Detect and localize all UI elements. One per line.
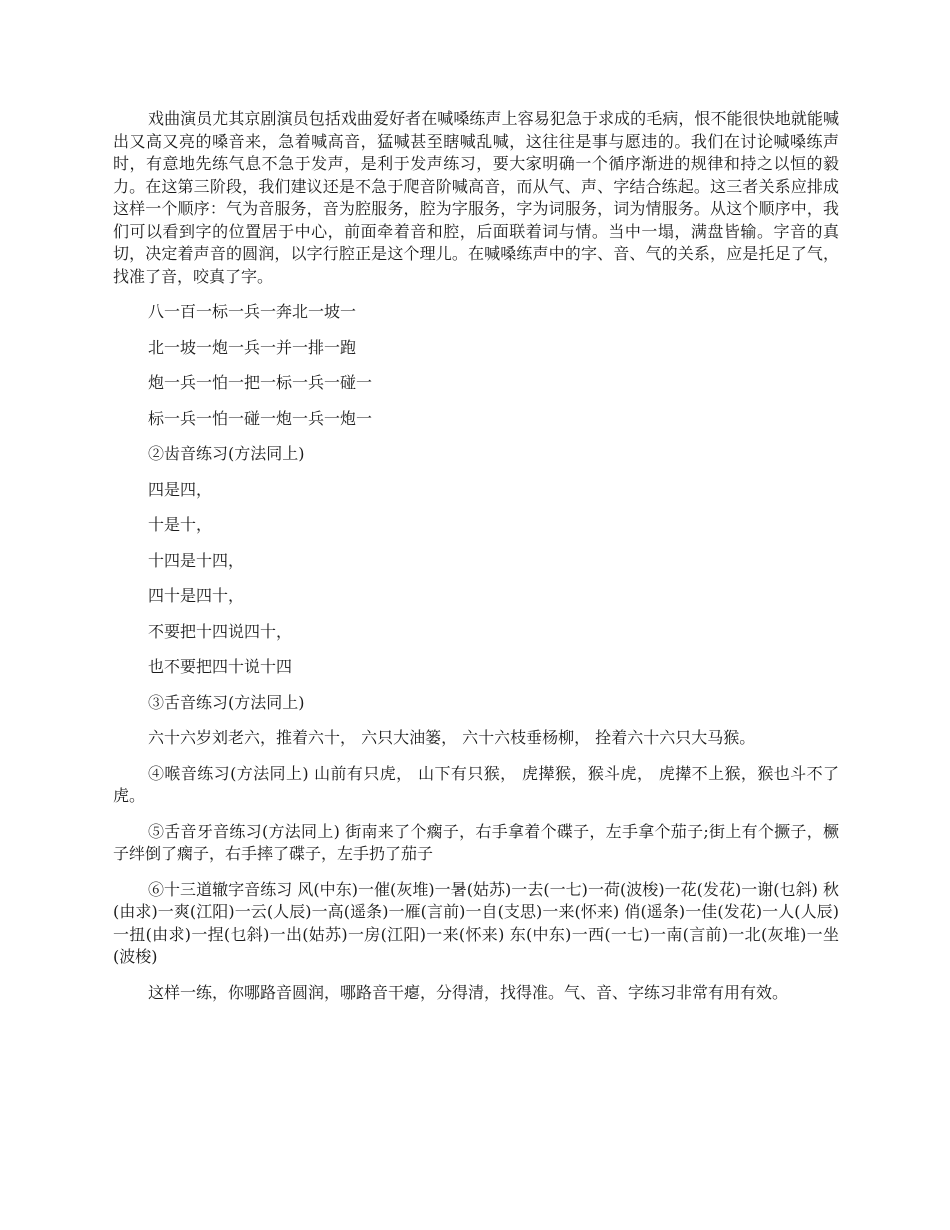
- tongue-twister-line: 十四是十四，: [148, 550, 245, 570]
- document-body: [113, 108, 839, 1017]
- drill-line-3: 炮一兵一怕一把一标一兵一碰一: [148, 373, 373, 392]
- drill-line-1: 八一百一标一兵一奔北一坡一: [148, 302, 357, 321]
- tongue-sound-paragraph: 六十六岁刘老六，推着六十， 六只大油篓， 六十六枝垂杨柳， 拴着六十六只大马猴。: [148, 728, 756, 747]
- drill-line-2: 北一坡一炮一兵一并一排一跑: [148, 337, 357, 357]
- throat-sound-paragraph: ④喉音练习(方法同上) 山前有只虎， 山下有只猴， 虎撵猴，猴斗虎， 虎撵不上猴，猴也斗不了虎。: [113, 763, 839, 805]
- tongue-twister-line: 十是十，: [148, 515, 213, 534]
- tongue-twister-line: 四是四，: [148, 479, 213, 499]
- drill-line-4: 标一兵一怕一碰一炮一兵一炮一: [148, 408, 373, 428]
- conclusion-paragraph: 这样一练，你哪路音圆润，哪路音干瘪，分得清，找得准。气、音、字练习非常有用有效。: [148, 982, 789, 1002]
- tongue-twister-line: 四十是四十，: [148, 586, 245, 605]
- tongue-twister-line: 也不要把四十说十四: [148, 657, 293, 676]
- tongue-twister-line: 不要把十四说四十，: [148, 621, 293, 641]
- section-heading-teeth-sound: ②齿音练习(方法同上): [148, 444, 305, 463]
- thirteen-rhymes-paragraph: ⑥十三道辙字音练习 风(中东)一催(灰堆)一暑(姑苏)一去(一七)一荷(波梭)一花(发花)一谢(乜斜) 秋(由求)一爽(江阳)一云(人辰)一高(遥条)一雁(言前)一自(支思)一来(怀来) 俏(遥条)一佳(发花)一人(人辰)一扭(由求)一捏(乜斜)一出(姑苏)一房(江阳)一来(怀来) 东(中东)一西(一七)一南(言前)一北(灰堆)一坐(波梭): [113, 879, 839, 966]
- intro-paragraph: 戏曲演员尤其京剧演员包括戏曲爱好者在喊嗓练声上容易犯急于求成的毛病，恨不能很快地就能喊出又高又亮的嗓音来，急着喊高音，猛喊甚至瞎喊乱喊，这往往是事与愿违的。我们在讨论喊嗓练声时，有意地先练气息不急于发声，是利于发声练习，要大家明确一个循序渐进的规律和持之以恒的毅力。在这第三阶段，我们建议还是不急于爬音阶喊高音，而从气、声、字结合练起。这三者关系应排成这样一个顺序：气为音服务，音为腔服务，腔为字服务，字为词服务，词为情服务。从这个顺序中，我们可以看到字的位置居于中心，前面牵着音和腔，后面联着词与情。当中一塌，满盘皆输。字音的真切，决定着声音的圆润，以字行腔正是这个理儿。在喊嗓练声中的字、音、气的关系，应是托足了气，找准了音，咬真了字。: [113, 109, 839, 286]
- section-heading-tongue-sound: ③舌音练习(方法同上): [148, 692, 305, 712]
- tongue-teeth-sound-paragraph: ⑤舌音牙音练习(方法同上) 街南来了个瘸子，右手拿着个碟子，左手拿个茄子;街上有个撅子，橛子绊倒了瘸子，右手摔了碟子，左手扔了茄子: [113, 821, 839, 863]
